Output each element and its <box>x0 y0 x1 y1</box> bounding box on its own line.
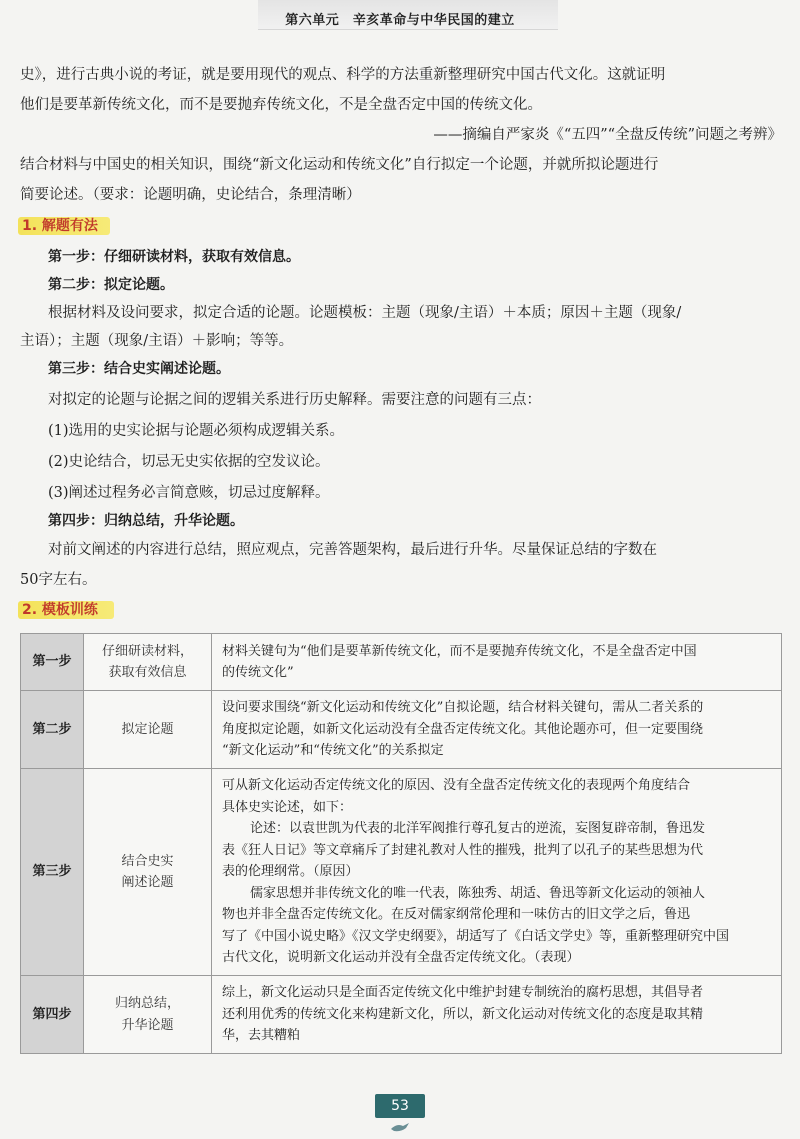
step4-text-1: 对前文阐述的内容进行总结，照应观点，完善答题架构，最后进行升华。尽量保证总结的字数在 <box>48 542 657 558</box>
material-source: ——摘编自严家炎《“五四”“全盘反传统”问题之考辨》 <box>433 127 782 143</box>
step-cell: 第一步 <box>21 634 84 691</box>
step-name-cell: 结合史实 阐述论题 <box>84 769 212 976</box>
step4-heading: 第四步：归纳总结，升华论题。 <box>48 513 244 529</box>
step-name-cell: 仔细研读材料， 获取有效信息 <box>84 634 212 691</box>
step3-heading: 第三步：结合史实阐述论题。 <box>48 361 230 377</box>
step3-text: 对拟定的论题与论据之间的逻辑关系进行历史解释。需要注意的问题有三点： <box>48 392 541 408</box>
note-3: (3)阐述过程务必言简意赅，切忌过度解释。 <box>48 485 330 501</box>
step2-text-2: 主语）；主题（现象/主语）＋影响；等等。 <box>20 333 294 349</box>
table-row <box>21 976 782 1054</box>
table-row <box>21 691 782 769</box>
section-heading-solve: 1. 解题有法 <box>20 214 112 236</box>
step-cell: 第四步 <box>21 976 84 1054</box>
note-2: (2)史论结合，切忌无史实依据的空发议论。 <box>48 454 330 470</box>
table-row <box>21 634 782 691</box>
step-name-cell: 拟定论题 <box>84 691 212 769</box>
material-line-2: 他们是要革新传统文化，而不是要抛弃传统文化，不是全盘否定中国的传统文化。 <box>20 97 542 113</box>
step4-text-2: 50字左右。 <box>20 572 97 588</box>
step1-heading: 第一步：仔细研读材料，获取有效信息。 <box>48 249 300 265</box>
content-cell: 设问要求围绕“新文化运动和传统文化”自拟论题，结合材料关键句，需从二者关系的 角度拟定论题，如新文化运动没有全盘否定传统文化。其他论题亦可，但一定要围绕 “新文化运动”和“传统文化”的关系拟定 <box>212 691 782 769</box>
bird-ornament-icon <box>389 1120 411 1134</box>
step-cell: 第三步 <box>21 769 84 976</box>
content-cell: 可从新文化运动否定传统文化的原因、没有全盘否定传统文化的表现两个角度结合 具体史实论述，如下： 论述：以袁世凯为代表的北洋军阀推行尊孔复古的逆流，妄图复辟帝制，鲁迅发 表《狂人日记》等文章痛斥了封建礼教对人性的摧残，批判了以孔子的某些思想为代 表的伦理纲常。（原因） 儒家思想并非传统文化的唯一代表，陈独秀、胡适、鲁迅等新文化运动的领袖人 物也并非全盘否定传统文化。在反对儒家纲常伦理和一味仿古的旧文学之后，鲁迅 写了《中国小说史略》《汉文学史纲要》，胡适写了《白话文学史》等，重新整理研究中国 古代文化，说明新文化运动并没有全盘否定传统文化。（表现） <box>212 769 782 976</box>
step2-heading: 第二步：拟定论题。 <box>48 277 174 293</box>
content-cell: 综上，新文化运动只是全面否定传统文化中维护封建专制统治的腐朽思想，其倡导者 还利用优秀的传统文化来构建新文化，所以，新文化运动对传统文化的态度是取其精 华，去其糟粕 <box>212 976 782 1054</box>
table-row <box>21 769 782 976</box>
step2-text-1: 根据材料及设问要求，拟定合适的论题。论题模板：主题（现象/主语）＋本质；原因＋主题（现象/ <box>48 305 682 321</box>
material-line-1: 史》，进行古典小说的考证，就是要用现代的观点、科学的方法重新整理研究中国古代文化。这就证明 <box>20 67 666 83</box>
section-heading-template: 2. 模板训练 <box>20 598 116 620</box>
content-cell: 材料关键句为“他们是要革新传统文化，而不是要抛弃传统文化，不是全盘否定中国 的传统文化” <box>212 634 782 691</box>
page-header <box>0 0 800 34</box>
question-line-1: 结合材料与中国史的相关知识，围绕“新文化运动和传统文化”自行拟定一个论题，并就所拟论题进行 <box>20 157 659 173</box>
step-name-cell: 归纳总结， 升华论题 <box>84 976 212 1054</box>
step-cell: 第二步 <box>21 691 84 769</box>
template-table <box>20 633 782 1054</box>
note-1: (1)选用的史实论据与论题必须构成逻辑关系。 <box>48 423 345 439</box>
page-number: 53 <box>375 1094 425 1118</box>
question-line-2: 简要论述。（要求：论题明确，史论结合，条理清晰） <box>20 187 361 203</box>
unit-title: 第六单元 辛亥革命与中华民国的建立 <box>285 13 515 28</box>
